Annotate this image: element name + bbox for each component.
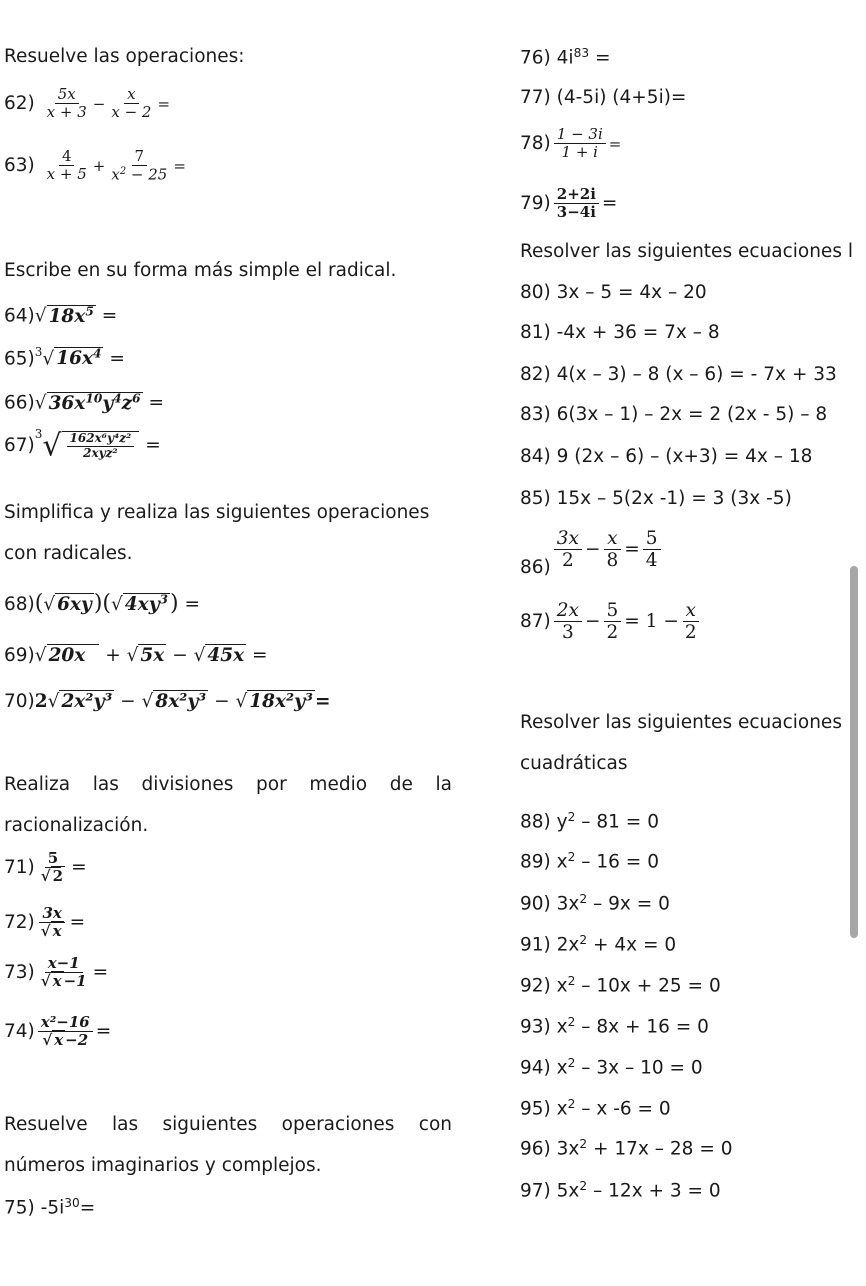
problem-80: 80) 3x – 5 = 4x – 20 [520, 282, 707, 303]
problem-96: 96) $3x^2 + 17x - 28 = 0$ [520, 1137, 733, 1160]
heading-complex-line2: números imaginarios y complejos. [4, 1155, 322, 1176]
problem-74: 74) $\frac{\text{x²−16}}{√ x -2}$ = [4, 1013, 112, 1050]
problem-89: 89) $x^2 - 16 = 0$ [520, 850, 659, 873]
problem-62: 62) $\frac{5x}{x + 3}$ − $\frac{x}{x - 2}$ = [4, 85, 171, 122]
heading-simplify-line1: Simplifica y realiza las siguientes operaciones [4, 502, 430, 523]
problem-83: 83) 6(3x – 1) – 2x = 2 (2x - 5) – 8 [520, 404, 828, 425]
problem-72: 72) $\frac{3x}{√ x}$ = [4, 904, 86, 941]
problem-97: 97) $5x^2 - 12x + 3 = 0$ [520, 1179, 721, 1202]
heading-division-line2: racionalización. [4, 815, 149, 836]
problem-73: 73) $\frac{x-1}{√ x -1}$ = [4, 954, 109, 991]
problem-70: 70)2√ 2x²y³ − √ 8x²y³ − √ 18x²y³ = [4, 691, 331, 712]
heading-simplify-line2: con radicales. [4, 543, 133, 564]
vertical-scrollbar[interactable] [850, 566, 858, 938]
problem-77: 77) (4-5i) (4+5i)= [520, 87, 687, 108]
heading-operations: Resuelve las operaciones: [4, 46, 245, 67]
heading-complex-line1: Resuelve las siguientes operaciones con [4, 1114, 452, 1135]
heading-radical: Escribe en su forma más simple el radical. [4, 260, 397, 281]
problem-90: 90) $3x^2 - 9x = 0$ [520, 892, 670, 915]
heading-linear-equations: Resolver las siguientes ecuaciones l [520, 241, 853, 262]
problem-69: 69)√ 20x + √ 5x − √ 45x = [4, 645, 268, 666]
problem-68: 68)(√ 6xy)(√ $4xy^3$) = [4, 591, 200, 616]
problem-65: 65)$^3$√ $16x^4$ = [4, 345, 125, 370]
heading-quadratic-line2: cuadráticas [520, 753, 628, 774]
problem-82: 82) 4(x – 3) – 8 (x – 6) = - 7x + 33 [520, 364, 837, 385]
problem-92: 92) $x^2 - 10x + 25 = 0$ [520, 974, 721, 997]
problem-91: 91) $2x^2 + 4x = 0$ [520, 933, 677, 956]
problem-67: 67)$^3$√ $\frac{\text{162x⁶y⁴z²}}{\text{2xyz²}}$ = [4, 427, 161, 464]
heading-quadratic-line1: Resolver las siguientes ecuaciones [520, 712, 842, 733]
problem-85: 85) 15x – 5(2x -1) = 3 (3x -5) [520, 488, 792, 509]
problem-93: 93) $x^2 - 8x + 16 = 0$ [520, 1015, 709, 1038]
problem-94: 94) $x^2 - 3x - 10 = 0$ [520, 1056, 703, 1079]
problem-64: 64)√ $18x^5$ = [4, 304, 118, 327]
problem-88: 88) $y^2 - 81 = 0$ [520, 810, 659, 833]
problem-63: 63) $\frac{4}{x + 5}$ + $\frac{7}{x^2 - 25}$ = [4, 147, 186, 184]
problem-78: 78) $\frac{1 - 3i}{1 + i}$ = [520, 125, 622, 162]
problem-86: 86) $\frac{3x}{2}$ − $\frac{x}{8}$ = $\frac{5}{4}$ [520, 528, 664, 578]
problem-81: 81) -4x + 36 = 7x – 8 [520, 322, 720, 343]
problem-79: 79) $\frac{2+2i}{3-4i}$ = [520, 185, 618, 222]
problem-87: 87) $\frac{2x}{3}$ − $\frac{5}{2}$ = 1 − $\frac{x}{2}$ [520, 600, 703, 644]
problem-95: 95) $x^2$ – x -6 = 0 [520, 1097, 671, 1120]
problem-84: 84) 9 (2x – 6) – (x+3) = 4x – 18 [520, 446, 813, 467]
problem-75: 75) $-5i^{30}=$ [4, 1196, 96, 1219]
problem-71: 71) $\frac{5}{√ 2}$ = [4, 849, 87, 886]
heading-division-line1: Realiza las divisiones por medio de la [4, 774, 452, 795]
problem-66: 66)√ $36x^{10}y^4z^6$ = [4, 391, 164, 414]
problem-76: 76) $4i^{83}$ = [520, 46, 611, 69]
